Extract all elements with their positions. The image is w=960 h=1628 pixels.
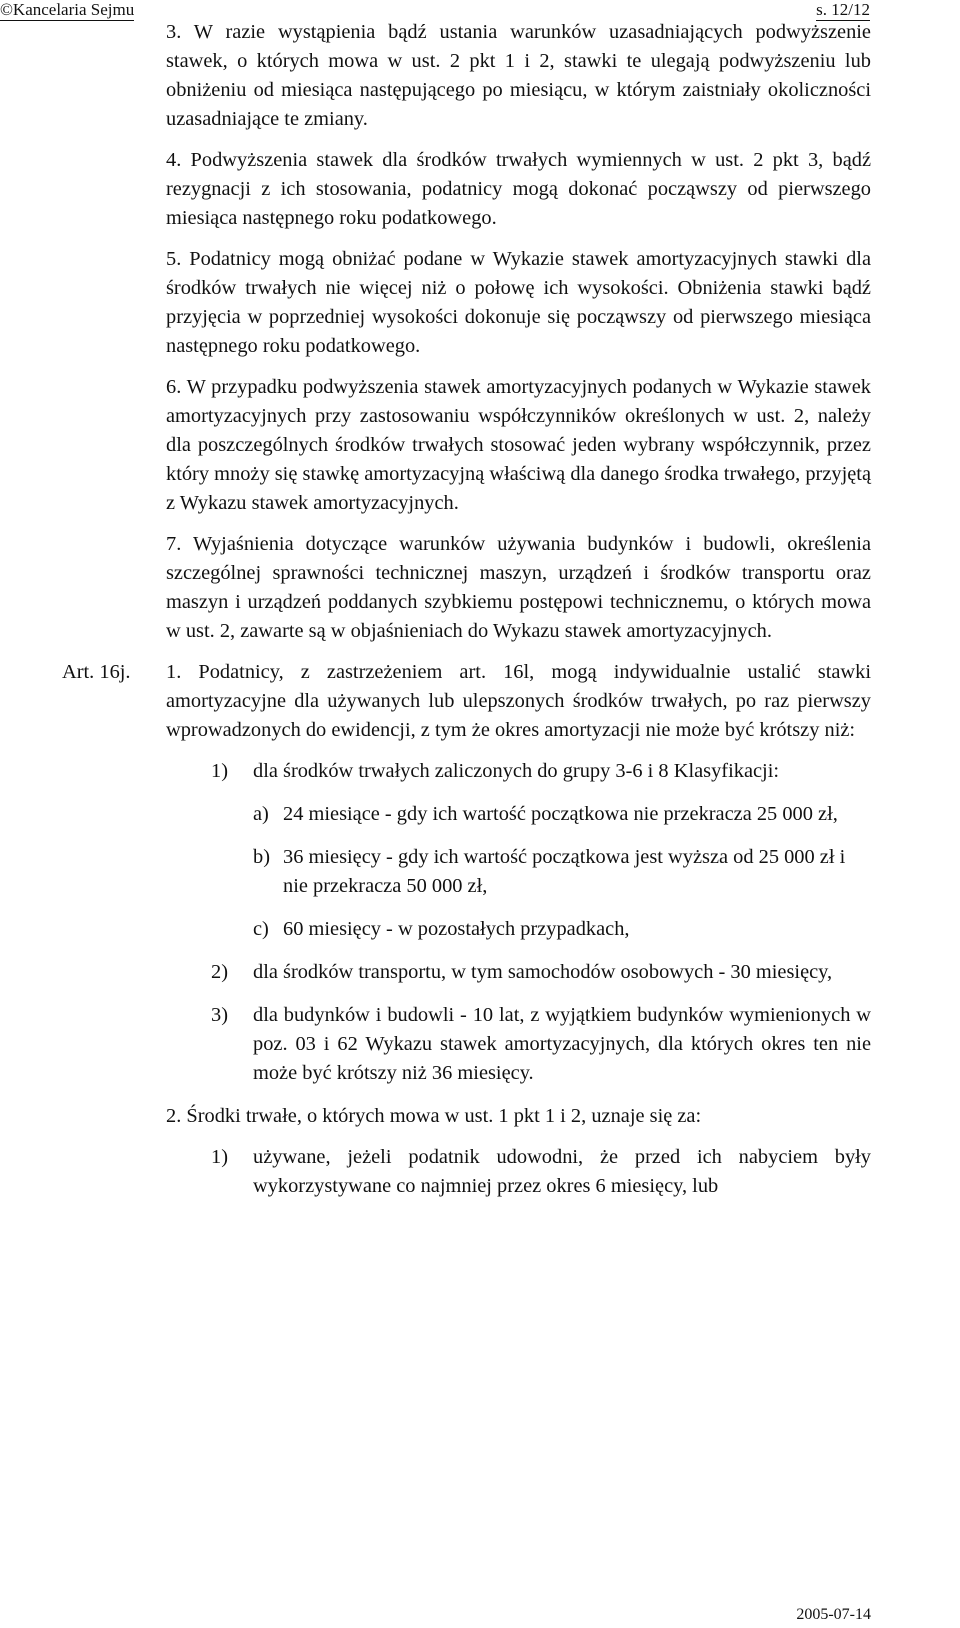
list-item <box>211 1143 871 1201</box>
item-number: 1) <box>211 760 228 782</box>
list-item <box>211 757 871 944</box>
paragraph-6: 6. W przypadku podwyższenia stawek amortyzacyjnych podanych w Wykazie stawek amortyzacyjnych przy zastosowaniu współczynników określonych w ust. 2, należy dla poszczególnych środków trwałych stosować jeden wybrany współczynnik, przez który mnoży się stawkę amortyzacyjną właściwą dla danego środka trwałego, przyjętą z Wykazu stawek amortyzacyjnych. <box>166 376 871 514</box>
sub-item-letter: a) <box>253 803 269 825</box>
footer-date: 2005-07-14 <box>796 1606 871 1623</box>
item-text: dla środków trwałych zaliczonych do grupy 3-6 i 8 Klasyfikacji: <box>253 760 780 782</box>
article-paragraph-2: 2. Środki trwałe, o których mowa w ust. 1 pkt 1 i 2, uznaje się za: <box>166 1105 702 1127</box>
sub-item-text: 36 miesięcy - gdy ich wartość początkowa jest wyższa od 25 000 zł i nie przekracza 50 000 zł, <box>283 846 846 897</box>
item-text: używane, jeżeli podatnik udowodni, że przed ich nabyciem były wykorzystywane co najmniej przez okres 6 miesięcy, lub <box>253 1146 871 1197</box>
item-number: 2) <box>211 961 228 983</box>
paragraph-4: 4. Podwyższenia stawek dla środków trwałych wymiennych w ust. 2 pkt 3, bądź rezygnacji z ich stosowania, podatnicy mogą dokonać począwszy od pierwszego miesiąca następnego roku podatkowego. <box>166 149 871 229</box>
article-16j <box>62 658 871 1201</box>
item-text: dla budynków i budowli - 10 lat, z wyjątkiem budynków wymienionych w poz. 03 i 62 Wykazu stawek amortyzacyjnych, dla których okres ten nie może być krótszy niż 36 miesięcy. <box>253 1004 871 1084</box>
list-item <box>211 1001 871 1088</box>
sub-item-letter: b) <box>253 846 270 868</box>
list-item <box>211 958 871 987</box>
item-number: 3) <box>211 1004 228 1026</box>
paragraph-5: 5. Podatnicy mogą obniżać podane w Wykazie stawek amortyzacyjnych stawki dla środków trwałych nie więcej niż o połowę ich wysokości. Obniżenia stawki bądź przyjęcia w poprzedniej wysokości dokonuje się począwszy od pierwszego miesiąca następnego roku podatkowego. <box>166 248 871 357</box>
paragraph-7: 7. Wyjaśnienia dotyczące warunków używania budynków i budowli, określenia szczególnej sprawności technicznej maszyn, urządzeń i środków transportu oraz maszyn i urządzeń poddanych szybkiemu postępowi technicznemu, o których mowa w ust. 2, zawarte są w objaśnieniach do Wykazu stawek amortyzacyjnych. <box>166 533 871 642</box>
item-text: dla środków transportu, w tym samochodów osobowych - 30 miesięcy, <box>253 961 833 983</box>
sub-list-item <box>253 843 871 901</box>
sub-list <box>253 800 871 944</box>
article-paragraph-1: 1. Podatnicy, z zastrzeżeniem art. 16l, mogą indywidualnie ustalić stawki amortyzacyjne dla używanych lub ulepszonych środków trwałych, po raz pierwszy wprowadzonych do ewidencji, z tym że okres amortyzacji nie może być krótszy niż: <box>166 661 871 741</box>
sub-item-letter: c) <box>253 918 269 940</box>
article-label: Art. 16j. <box>62 661 131 683</box>
sub-list-item <box>253 800 871 829</box>
page-number: s. 12/12 <box>816 0 870 19</box>
article-point-list <box>166 757 871 1088</box>
document-body <box>62 18 871 1215</box>
item-number: 1) <box>211 1146 228 1168</box>
paragraph-3: 3. W razie wystąpienia bądź ustania warunków uzasadniających podwyższenie stawek, o których mowa w ust. 2 pkt 1 i 2, stawki te ulegają podwyższeniu lub obniżeniu od miesiąca następującego po miesiącu, w którym zaistniały okoliczności uzasadniające te zmiany. <box>166 21 871 130</box>
sub-item-text: 24 miesiące - gdy ich wartość początkowa nie przekracza 25 000 zł, <box>283 803 838 825</box>
header-source: ©Kancelaria Sejmu <box>0 0 135 19</box>
sub-list-item <box>253 915 871 944</box>
article-point-list-2 <box>166 1143 871 1201</box>
sub-item-text: 60 miesięcy - w pozostałych przypadkach, <box>283 918 630 940</box>
